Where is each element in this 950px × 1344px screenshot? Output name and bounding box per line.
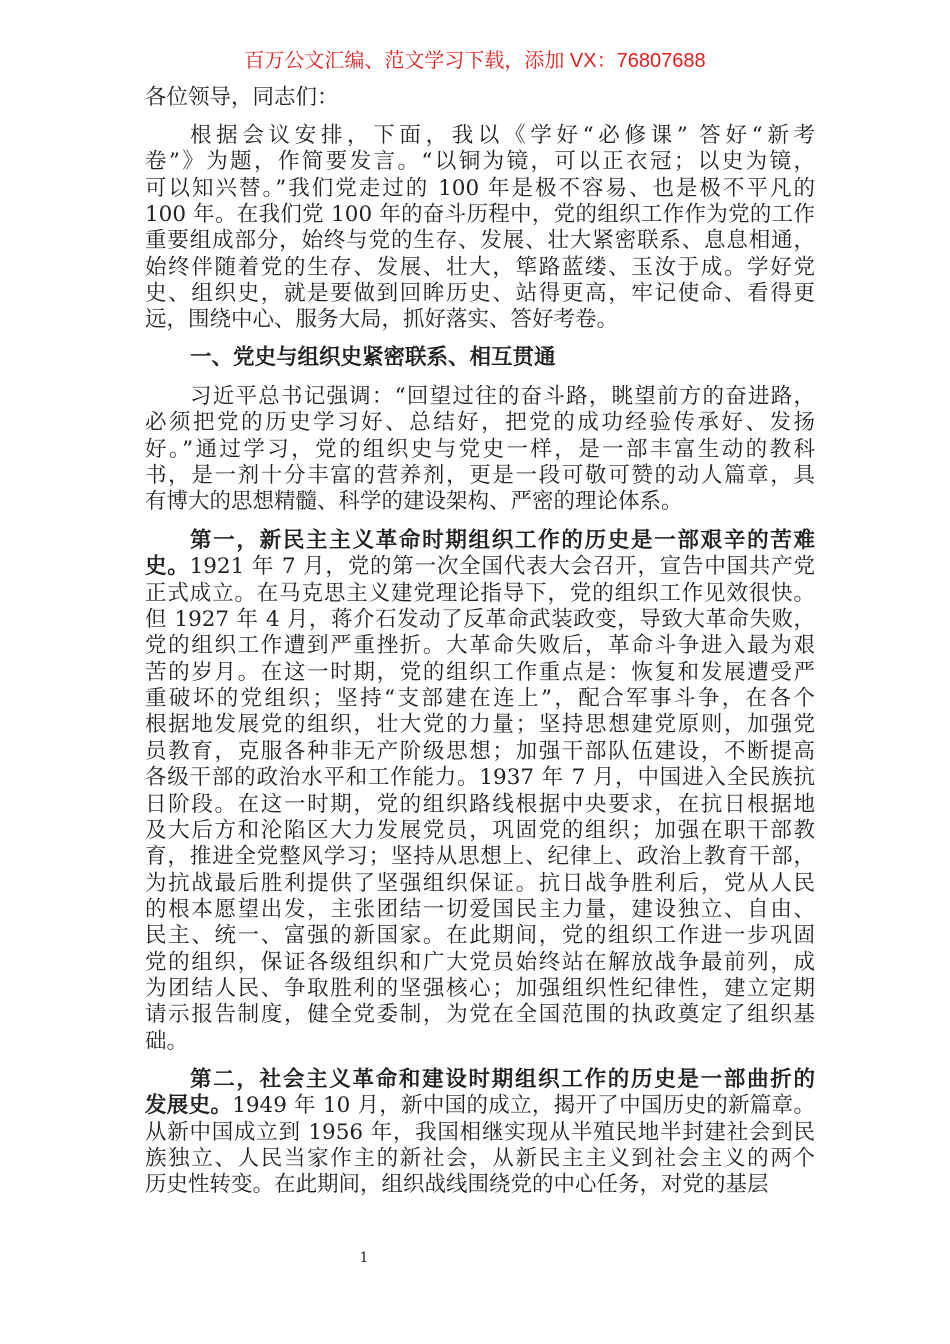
paragraph-line: 请示报告制度，健全党委制，为党在全国范围的执政奠定了组织基	[145, 1002, 815, 1028]
paragraph-line: 日阶段。在这一时期，党的组织路线根据中央要求，在抗日根据地	[145, 791, 815, 817]
line-text: 1949 年 10 月，新中国的成立，揭开了中国历史的新篇章。	[232, 1093, 815, 1119]
paragraph-line: 重破坏的党组织；坚持“支部建在连上”，配合军事斗争，在各个	[145, 686, 815, 712]
paragraph-line: 始终伴随着党的生存、发展、壮大，筚路蓝缕、玉汝于成。学好党	[145, 254, 815, 280]
paragraph-line: 育，推进全党整风学习；坚持从思想上、纪律上、政治上教育干部，	[145, 844, 815, 870]
paragraph-line: 的根本愿望出发，主张团结一切爱国民主力量，建设独立、自由、	[145, 896, 815, 922]
paragraph-line: 有博大的思想精髓、科学的建设架构、严密的理论体系。	[145, 489, 683, 515]
paragraph-line: 但 1927 年 4 月，蒋介石发动了反革命武装政变，导致大革命失败，	[145, 607, 815, 633]
paragraph-line: 可以知兴替。”我们党走过的 100 年是极不容易、也是极不平凡的	[145, 175, 815, 201]
paragraph-line: 历史性转变。在此期间，组织战线围绕党的中心任务，对党的基层	[145, 1172, 769, 1198]
paragraph-line: 正式成立。在马克思主义建党理论指导下，党的组织工作见效很快。	[145, 580, 815, 606]
paragraph-line: 党的组织工作遭到严重挫折。大革命失败后，革命斗争进入最为艰	[145, 633, 815, 659]
paragraph-line: 根据地发展党的组织，壮大党的力量；坚持思想建党原则，加强党	[145, 712, 815, 738]
bold-lead: 发展史。	[145, 1093, 233, 1119]
paragraph-line: 础。	[145, 1028, 189, 1054]
bold-lead: 第二，社会主义革命和建设时期组织工作的历史是一部曲折的	[190, 1067, 815, 1092]
watermark-banner: 百万公文汇编、范文学习下载，添加 VX：76807688	[244, 50, 706, 72]
paragraph-line: 从新中国成立到 1956 年，我国相继实现从半殖民地半封建社会到民	[145, 1119, 815, 1145]
bold-lead: 史。	[145, 554, 190, 580]
paragraph-line: 党的组织，保证各级组织和广大党员始终站在解放战争最前列，成	[145, 949, 815, 975]
paragraph-line: 必须把党的历史学习好、总结好，把党的成功经验传承好、发扬	[145, 410, 815, 436]
paragraph-line: 习近平总书记强调：“回望过往的奋斗路，眺望前方的奋进路，	[190, 384, 815, 409]
paragraph-line: 卷”》为题，作简要发言。“以铜为镜，可以正衣冠；以史为镜，	[145, 149, 815, 175]
paragraph-line	[145, 554, 815, 580]
greeting: 各位领导，同志们：	[145, 85, 339, 110]
paragraph-line: 民主、统一、富强的新国家。在此期间，党的组织工作进一步巩固	[145, 923, 815, 949]
paragraph-line: 100 年。在我们党 100 年的奋斗历程中，党的组织工作作为党的工作	[145, 202, 815, 228]
paragraph-line	[145, 1093, 815, 1119]
paragraph-line: 族独立、人民当家作主的新社会，从新民主主义到社会主义的两个	[145, 1146, 815, 1172]
paragraph-line: 重要组成部分，始终与党的生存、发展、壮大紧密联系、息息相通，	[145, 228, 815, 254]
paragraph-line: 各级干部的政治水平和工作能力。1937 年 7 月，中国进入全民族抗	[145, 765, 815, 791]
paragraph-line: 史、组织史，就是要做到回眸历史、站得更高，牢记使命、看得更	[145, 281, 815, 307]
paragraph-line: 远，围绕中心、服务大局，抓好落实、答好考卷。	[145, 307, 619, 333]
paragraph-line: 好。”通过学习，党的组织史与党史一样，是一部丰富生动的教科	[145, 436, 815, 462]
page-number: 1	[359, 1250, 369, 1266]
paragraph-line: 苦的岁月。在这一时期，党的组织工作重点是：恢复和发展遭受严	[145, 659, 815, 685]
section-heading: 一、党史与组织史紧密联系、相互贯通	[190, 345, 556, 370]
bold-lead: 第一，新民主主义革命时期组织工作的历史是一部艰辛的苦难	[190, 528, 815, 553]
paragraph-line: 书，是一剂十分丰富的营养剂，更是一段可敬可赞的动人篇章，具	[145, 463, 815, 489]
paragraph-line: 为抗战最后胜利提供了坚强组织保证。抗日战争胜利后，党从人民	[145, 870, 815, 896]
paragraph-line: 员教育，克服各种非无产阶级思想；加强干部队伍建设，不断提高	[145, 738, 815, 764]
line-text: 1921 年 7 月，党的第一次全国代表大会召开，宣告中国共产党	[189, 554, 815, 580]
paragraph-line	[190, 1067, 815, 1093]
paragraph-line: 及大后方和沦陷区大力发展党员，巩固党的组织；加强在职干部教	[145, 817, 815, 843]
paragraph-line: 根据会议安排，下面，我以《学好“必修课” 答好“新考	[190, 123, 815, 148]
paragraph-line: 为团结人民、争取胜利的坚强核心；加强组织性纪律性，建立定期	[145, 975, 815, 1001]
paragraph-line	[190, 528, 815, 554]
